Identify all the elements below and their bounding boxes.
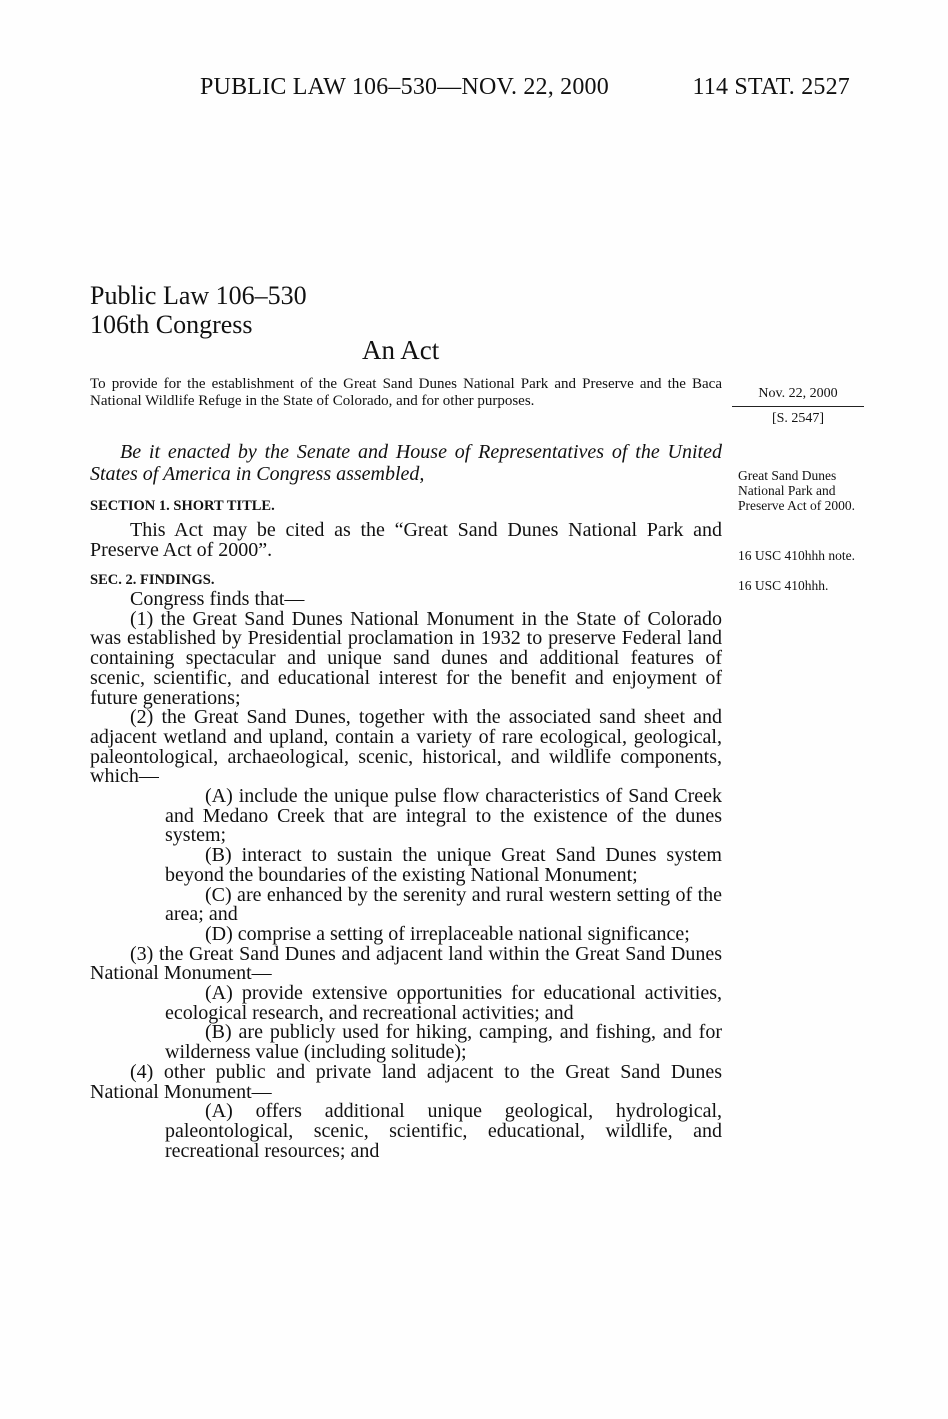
finding-4: (4) other public and private land adjacent to the Great Sand Dunes National Monument—: [90, 1060, 722, 1103]
law-number: Public Law 106–530: [90, 281, 307, 310]
finding-1: (1) the Great Sand Dunes National Monument in the State of Colorado was established by Presidential proclamation in 1932 to preserve Federal land containing spectacular and unique sand dunes and additional features of scenic, scientific, and educational interest for the benefit and enjoyment of future generations;: [90, 607, 722, 709]
enactment-date: Nov. 22, 2000: [758, 386, 838, 401]
section2-heading: SEC. 2. FINDINGS.: [90, 572, 215, 588]
findings-intro: Congress finds that—: [130, 588, 305, 610]
section1-body: [90, 520, 722, 560]
finding-2b: (B) interact to sustain the unique Great Sand Dunes system beyond the boundaries of the existing National Monument;: [165, 844, 722, 886]
finding-2d: (D) comprise a setting of irreplaceable national significance;: [205, 922, 690, 945]
finding-3: (3) the Great Sand Dunes and adjacent land within the Great Sand Dunes National Monument—: [90, 942, 722, 985]
margin-note-usc-2: 16 USC 410hhh.: [738, 578, 829, 593]
finding-2a: (A) include the unique pulse flow characteristics of Sand Creek and Medano Creek that are integral to the existence of the dunes system;: [165, 785, 722, 847]
enacting-clause: Be it enacted by the Senate and House of Representatives of the United States of America in Congress assembled,: [90, 441, 722, 485]
running-head-stat-page: 114 STAT. 2527: [692, 74, 850, 100]
act-heading: An Act: [362, 335, 440, 365]
congress-number: 106th Congress: [90, 310, 253, 339]
finding-2c: (C) are enhanced by the serenity and rural western setting of the area; and: [165, 883, 722, 926]
margin-note-short-title: Great Sand Dunes National Park and Preserve Act of 2000.: [738, 468, 855, 513]
running-head-citation: PUBLIC LAW 106–530—NOV. 22, 2000: [200, 74, 609, 100]
finding-3b: (B) are publicly used for hiking, camping, and fishing, and for wilderness value (including solitude);: [165, 1021, 722, 1064]
section1-heading: SECTION 1. SHORT TITLE.: [90, 498, 275, 514]
purpose-statement: To provide for the establishment of the Great Sand Dunes National Park and Preserve and the Baca National Wildlife Refuge in the State of Colorado, and for other purposes.: [90, 376, 722, 409]
section2-body: [90, 590, 722, 1161]
finding-3a: (A) provide extensive opportunities for educational activities, ecological research, and recreational activities; and: [165, 982, 722, 1024]
date-divider: [732, 406, 864, 407]
bill-number: [S. 2547]: [771, 411, 825, 426]
law-title: [90, 281, 307, 339]
short-title-text: This Act may be cited as the “Great Sand Dunes National Park and Preserve Act of 2000”.: [90, 519, 722, 561]
finding-4a: (A) offers additional unique geological, hydrological, paleontological, scenic, scientific, educational, wildlife, and recreational resources; and: [165, 1100, 722, 1162]
margin-note-usc-1: 16 USC 410hhh note.: [738, 548, 856, 563]
finding-2: (2) the Great Sand Dunes, together with the associated sand sheet and adjacent wetland and upland, contain a variety of rare ecological, geological, paleontological, archaeological, scenic, historical, and wildlife components, which—: [90, 706, 722, 788]
enactment-date-box: [732, 386, 864, 427]
